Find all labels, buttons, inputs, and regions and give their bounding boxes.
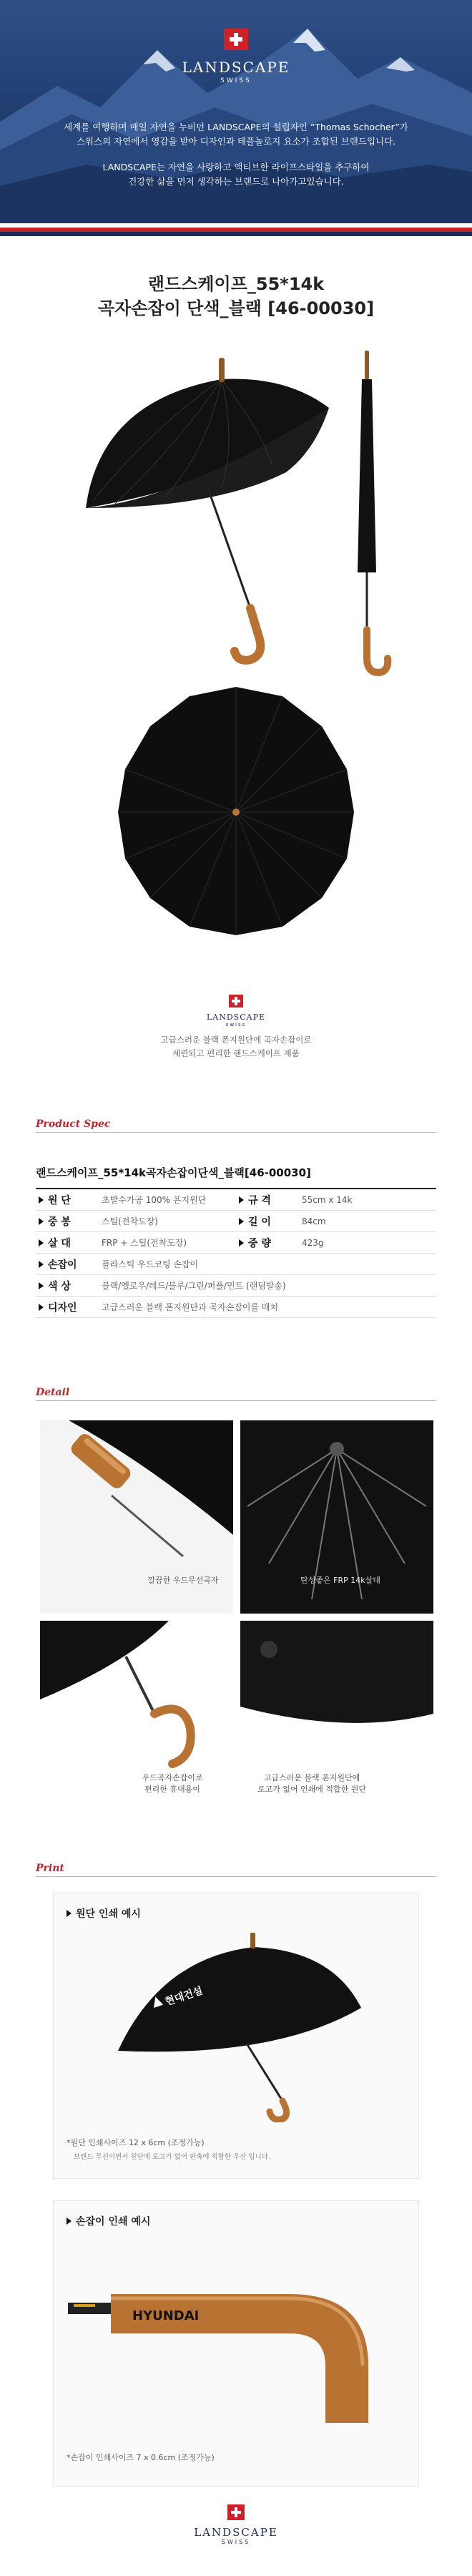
top-view-umbrella-image [107,683,365,941]
detail-tile-fabric: 고급스러운 블랙 폰지원단에 로고가 없어 인쇄에 적합한 원단 [240,1621,433,1814]
spec-row: 디자인 고급스러운 블랙 폰지원단과 곡자손잡이를 매치 [36,1297,436,1318]
intro-logo: LANDSCAPE swiss [0,995,472,1028]
closed-umbrella-image [336,343,400,680]
spec-product-name: 랜드스케이프_55*14k곡자손잡이단색_블랙[46-00030] [36,1166,311,1179]
section-detail: Detail [36,1385,436,1402]
detail-tile-curve-handle: 우드곡자손잡이로 편리한 휴대용이 [40,1621,233,1814]
color-stripes [0,223,472,236]
spec-row: 살 대 FRP + 스틸(전착도장) 중 량 423g [36,1232,436,1254]
spec-row: 원 단 초발수가공 100% 폰지원단 규 격 55cm x 14k [36,1189,436,1211]
brand-name: LANDSCAPE [182,59,290,76]
handle-print-logo: HYUNDAI [132,2308,200,2323]
spec-table [36,1188,436,1318]
hero-copy-1: 세계를 여행하며 매일 자연을 누비던 LANDSCAPE의 설립자인 “Thomas Schocher”가 스위스의 자연에서 영감을 받아 디자인과 테플놀로지 요소가 조합된 브랜드입니다. [64,122,408,147]
detail-tile-ribs: 탄성좋은 FRP 14k살대 [240,1420,433,1614]
section-print: Print [36,1860,436,1878]
swiss-flag-icon [229,995,243,1008]
spec-row: 색 상 블랙/옐로우/레드/블루/그린/퍼플/민트 (랜덤발송) [36,1275,436,1297]
print-handle-box: 손잡이 인쇄 예시 HYUNDAI *손잡이 인쇄사이즈 7 x 0.6cm (조정가능) [53,2200,419,2487]
product-title: 랜드스케이프_55*14k 곡자손잡이 단색_블랙 [46-00030] [97,274,375,318]
fabric-print-umbrella [104,1929,375,2122]
brand-sub: SWISS [220,77,252,84]
detail-tile-handle: 깔끔한 우드무선곡자 [40,1420,233,1614]
hero-banner [0,0,472,236]
section-product-spec: Product Spec [36,1116,436,1133]
swiss-flag-icon [224,29,248,50]
swiss-flag-icon [227,2504,245,2520]
footer-logo: LANDSCAPE SWISS [0,2504,472,2545]
spec-row: 중 봉 스틸(전착도장) 길 이 84cm [36,1211,436,1232]
print-fabric-box: 원단 인쇄 예시 현대건설 *원단 인쇄사이즈 12 x 6cm (조정가능) 브랜드 무선이면서 원단에 로고가 없어 판촉에 적합한 우산 입니다. [53,1893,419,2179]
fabric-print-logo: 현대건설 [164,1985,205,2009]
handle-print-image [68,2244,404,2437]
spec-row: 손잡이 플라스틱 우드코팅 손잡이 [36,1254,436,1275]
intro-copy: 고급스러운 블랙 폰지원단에 곡자손잡이로 세련되고 편리한 랜드스케이프 제품 [160,1035,312,1058]
hero-logo [0,29,472,84]
hero-copy-2: LANDSCAPE는 자연을 사랑하고 액티브한 라이프스타일을 추구하여 건강한 삶을 먼저 생각하는 브랜드로 나아가고있습니다. [102,162,370,187]
